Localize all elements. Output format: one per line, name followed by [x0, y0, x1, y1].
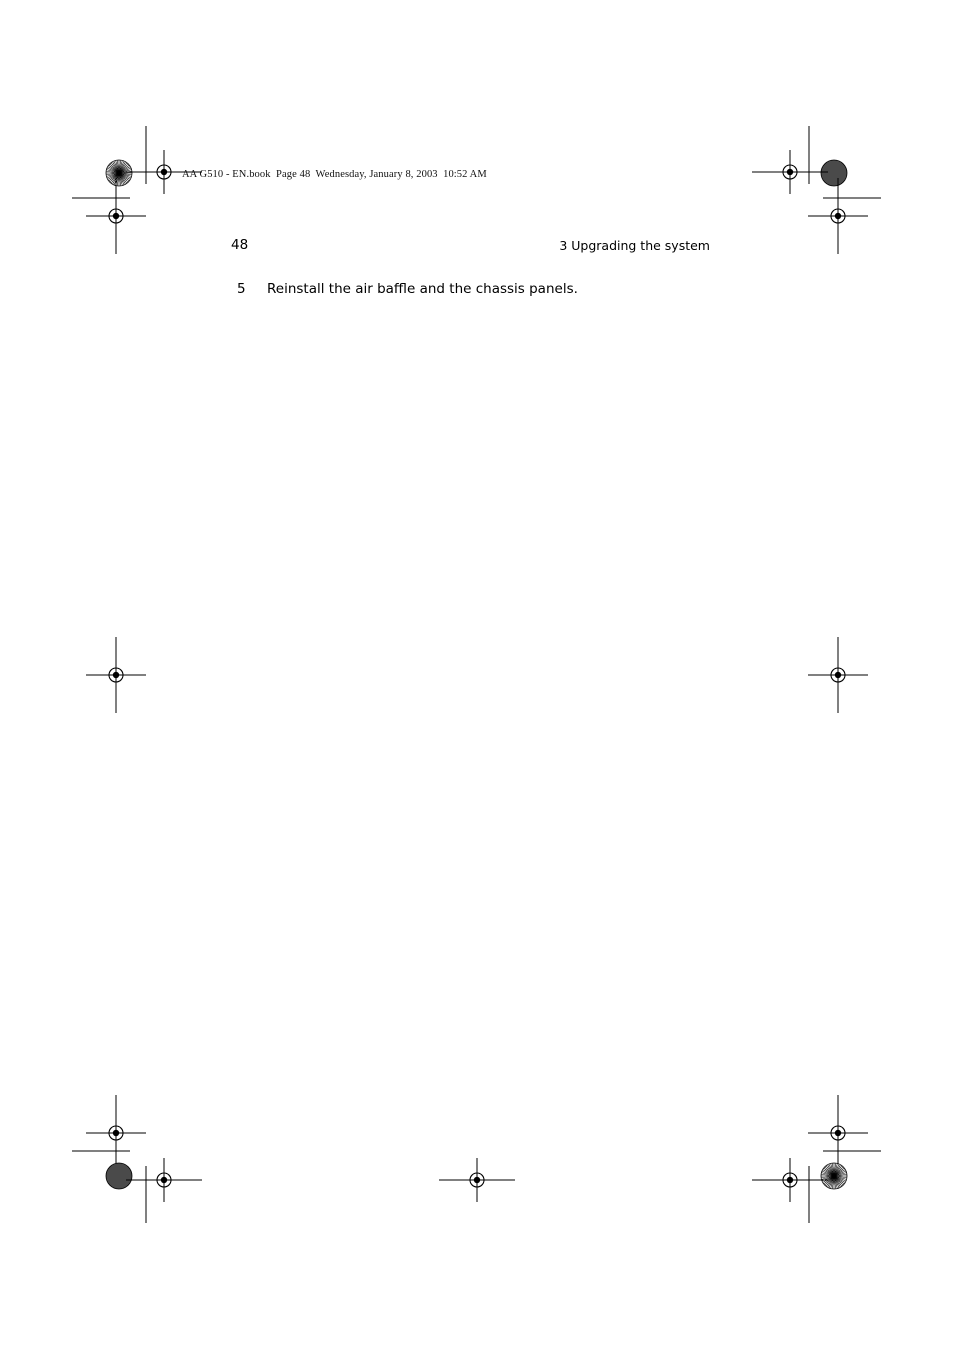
- registration-target-center: [787, 169, 793, 175]
- instruction-step: [237, 281, 578, 297]
- registration-target-center: [113, 672, 119, 678]
- print-slug-line: AA G510 - EN.book Page 48 Wednesday, January 8, 2003 10:52 AM: [182, 169, 487, 180]
- registration-target-center: [835, 1130, 841, 1136]
- registration-target-center: [161, 169, 167, 175]
- registration-target-center: [835, 672, 841, 678]
- running-head: 3 Upgrading the system: [559, 238, 710, 253]
- dark-registration-dot-icon: [821, 160, 847, 186]
- step-number: 5: [237, 281, 246, 297]
- registration-target-center: [113, 1130, 119, 1136]
- registration-target-center: [787, 1177, 793, 1183]
- registration-target-center: [835, 213, 841, 219]
- registration-target-center: [474, 1177, 480, 1183]
- registration-target-center: [113, 213, 119, 219]
- registration-target-center: [161, 1177, 167, 1183]
- dark-registration-dot-icon: [106, 1163, 132, 1189]
- step-text: Reinstall the air baffle and the chassis panels.: [267, 281, 578, 297]
- page-number: 48: [231, 237, 249, 253]
